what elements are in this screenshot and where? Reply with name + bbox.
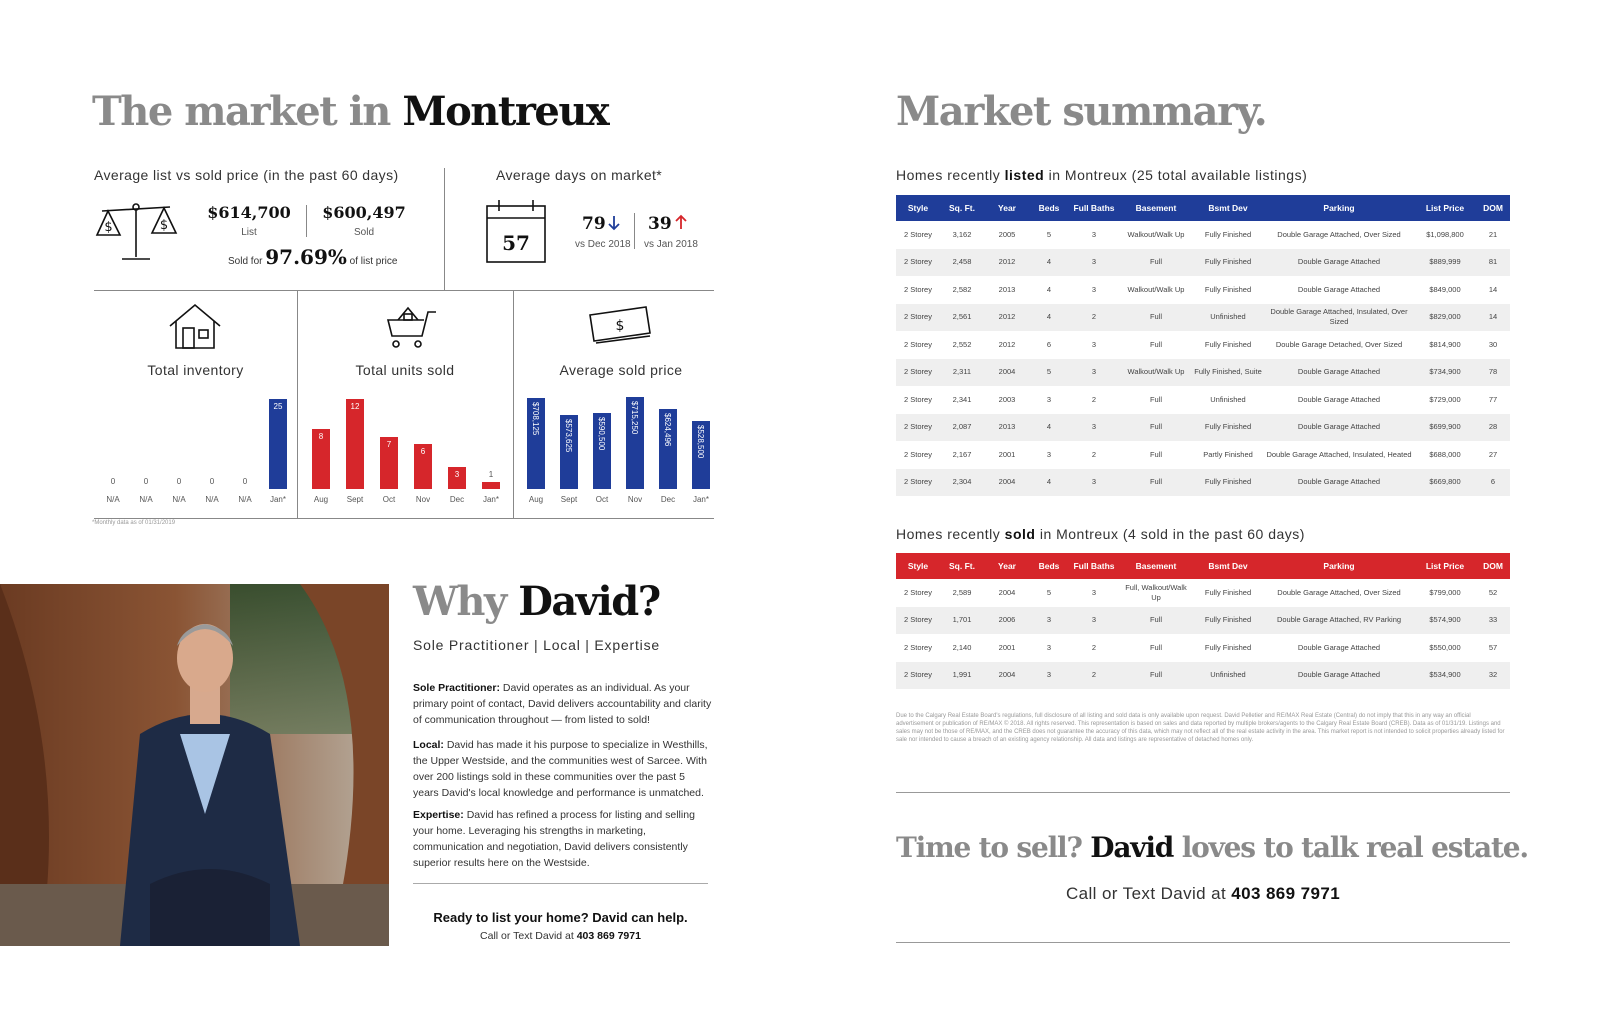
listed-col-header: Beds <box>1030 195 1068 221</box>
svg-text:$: $ <box>104 220 113 235</box>
listed-table-cell: 2 Storey <box>904 449 932 459</box>
listed-table-cell: 14 <box>1488 284 1498 294</box>
listed-table-row <box>896 304 1510 332</box>
disclaimer: Due to the Calgary Real Estate Board's regulations, full disclosure of all listing and sold data is only available upon request. David Pelletier and RE/MAX Real Estate (Central) do not imply that this in any way an official advertisement or publication of RE/MAX © 2018. All rights reserved. This representation is based on sales and data reported by multiple brokers/agents to the Calgary Real Estate Board (CREB). Data as of 01/31/19. Listings and sales may not be those of RE/MAX, and the CREB does not guarantee the accuracy of this data, which may not reflect all of the real estate activity in the area. This market report is not intended to solicit properties already listed for sale nor intended to cause a breach of an existing agency relationship. All data and listings are representative of detached homes only. <box>896 713 1505 743</box>
sold-table-cell: Full <box>1120 607 1192 635</box>
dom-divider <box>634 213 635 249</box>
chart-data-label: 6 <box>420 447 426 456</box>
listed-table-cell: Double Garage Attached, Over Sized <box>1277 229 1401 239</box>
stats-rule <box>94 290 714 291</box>
chart-data-label: 0 <box>242 477 248 486</box>
listed-table-cell: Fully Finished <box>1204 284 1252 294</box>
listed-table-cell: 2,167 <box>952 449 972 459</box>
sold-table-cell: 2,589 <box>952 587 972 597</box>
sold-table-row <box>896 634 1510 662</box>
sold-table-row <box>896 607 1510 635</box>
listed-table-cell: Fully Finished <box>1192 469 1264 497</box>
sold-for-line <box>228 245 397 269</box>
listed-table-cell: 6 <box>1476 469 1510 497</box>
why-para-expertise-head: Expertise: <box>413 809 464 821</box>
why-para-sole-body: David operates as an individual. As your primary point of contact, David delivers accountability and clarity of communication throughout — from listed to sold! <box>413 682 712 726</box>
sold-table-cell: 3 <box>1091 587 1097 597</box>
sold-table-cell: 2 <box>1068 662 1120 690</box>
arrow-down-icon <box>607 215 621 231</box>
listed-table-cell: 21 <box>1488 229 1498 239</box>
listed-col-header: Full Baths <box>1068 195 1120 221</box>
listed-table-cell: Full <box>1149 449 1163 459</box>
dom-jan-label: vs Jan 2018 <box>644 239 698 250</box>
chart-data-label: 12 <box>350 402 360 411</box>
sold-col-header: Basement <box>1120 553 1192 579</box>
chart-x-label: Oct <box>382 495 396 504</box>
market-title-prefix: The market in <box>92 88 403 135</box>
listed-title-pre: Homes recently <box>896 167 1005 183</box>
sold-col-header: Style <box>896 553 940 579</box>
listed-table-cell: $669,800 <box>1414 469 1476 497</box>
chart-x-label: Oct <box>595 495 609 504</box>
listed-col-header: Sq. Ft. <box>940 195 984 221</box>
cta-headline-post: loves to talk real estate. <box>1173 831 1528 864</box>
why-title <box>413 578 660 625</box>
chart-data-label: 8 <box>318 432 324 441</box>
listed-table-cell: 2 Storey <box>896 469 940 497</box>
chart-x-label: N/A <box>205 495 219 504</box>
listed-table-row <box>896 276 1510 304</box>
listed-table-cell: $699,900 <box>1414 414 1476 442</box>
cta-ready: Ready to list your home? David can help. <box>433 910 688 925</box>
sold-table-cell: $799,000 <box>1429 587 1461 597</box>
listed-table-row <box>896 249 1510 277</box>
sold-table-cell: Full, Walkout/Walk Up <box>1125 582 1187 602</box>
listed-table-cell: 4 <box>1030 249 1068 277</box>
listed-table-cell: 28 <box>1476 414 1510 442</box>
stats-divider <box>444 168 445 290</box>
sold-table-cell: 2 <box>1091 642 1097 652</box>
sold-table-cell: 2 Storey <box>896 662 940 690</box>
footnote: *Monthly data as of 01/31/2019 <box>92 520 176 526</box>
sold-col-header: Year <box>984 553 1030 579</box>
agent-photo <box>0 584 389 946</box>
listed-table-cell: 2 <box>1068 304 1120 332</box>
chart-x-label: Dec <box>449 495 465 504</box>
chart-title-price: Average sold price <box>559 362 683 378</box>
listed-table-cell: 2003 <box>998 394 1016 404</box>
chart-x-label: Nov <box>627 495 643 504</box>
sold-table-cell: Double Garage Attached, RV Parking <box>1264 607 1414 635</box>
chart-x-label: N/A <box>172 495 186 504</box>
sold-table-cell: Fully Finished <box>1204 642 1252 652</box>
listed-table-cell: $829,000 <box>1414 304 1476 332</box>
sold-table-cell: 52 <box>1488 587 1498 597</box>
why-para-sole <box>413 680 713 728</box>
listed-table <box>896 195 1510 496</box>
listed-col-header: Style <box>896 195 940 221</box>
chart-data-label: 0 <box>110 477 116 486</box>
sold-table-cell: Unfinished <box>1192 662 1264 690</box>
sold-table-cell: 2001 <box>998 642 1016 652</box>
chart-bar <box>269 399 287 489</box>
listed-table-cell: $688,000 <box>1429 449 1461 459</box>
svg-text:$: $ <box>615 318 625 334</box>
listed-table-cell: 2 Storey <box>904 284 932 294</box>
listed-table-row <box>896 386 1510 414</box>
why-subtitle: Sole Practitioner | Local | Expertise <box>413 637 660 653</box>
listed-table-cell: Fully Finished <box>1204 229 1252 239</box>
listed-table-cell: 30 <box>1488 339 1498 349</box>
listed-table-row <box>896 331 1510 359</box>
listed-table-cell: 2 <box>1091 394 1097 404</box>
chart-title-inventory: Total inventory <box>147 362 244 378</box>
listed-table-cell: $729,000 <box>1429 394 1461 404</box>
chart-data-label: $624,496 <box>663 412 672 446</box>
listed-table-cell: Fully Finished, Suite <box>1192 359 1264 387</box>
listed-table-cell: Double Garage Attached <box>1264 469 1414 497</box>
sold-table-cell: 3 <box>1030 662 1068 690</box>
sold-for-prefix: Sold for <box>228 256 263 267</box>
listed-table-cell: Full <box>1120 469 1192 497</box>
why-para-expertise <box>413 807 713 871</box>
listed-table-cell: $849,000 <box>1429 284 1461 294</box>
sold-table-cell: Double Garage Attached <box>1264 662 1414 690</box>
listed-table-row <box>896 221 1510 249</box>
listed-table-cell: 14 <box>1476 304 1510 332</box>
listed-table-cell: Full <box>1149 339 1163 349</box>
why-title-prefix: Why <box>413 578 506 625</box>
listed-table-cell: 2 <box>1091 449 1097 459</box>
listed-table-cell: Fully Finished <box>1204 339 1252 349</box>
chart-x-label: N/A <box>238 495 252 504</box>
listed-table-cell: 3 <box>1068 249 1120 277</box>
chart-x-label: Nov <box>415 495 431 504</box>
listed-table-cell: 3 <box>1068 359 1120 387</box>
sold-table-cell: 5 <box>1046 587 1052 597</box>
listed-table-cell: Walkout/Walk Up <box>1120 359 1192 387</box>
cta-rule-top <box>896 792 1510 793</box>
chart-x-label: Jan* <box>269 495 286 504</box>
listed-table-cell: 3 <box>1091 229 1097 239</box>
sold-table <box>896 553 1510 689</box>
sold-table-cell: 3 <box>1068 607 1120 635</box>
cta-phone-left[interactable]: 403 869 7971 <box>576 930 641 942</box>
listed-title-post: in Montreux (25 total available listings) <box>1044 167 1308 183</box>
listed-table-cell: Full <box>1120 249 1192 277</box>
cta-headline-pre: Time to sell? <box>896 831 1091 864</box>
listed-table-cell: 2 Storey <box>904 339 932 349</box>
listed-table-cell: Full <box>1120 304 1192 332</box>
chart-bar <box>346 399 364 489</box>
listed-table-cell: 3 <box>1068 469 1120 497</box>
listed-table-cell: 2,311 <box>940 359 984 387</box>
sold-title-post: in Montreux (4 sold in the past 60 days) <box>1035 526 1305 542</box>
chart-x-label: Sept <box>346 495 364 504</box>
listed-table-cell: 3 <box>1046 449 1052 459</box>
chart-data-label: $715,250 <box>630 401 639 435</box>
chart-data-label: $528,500 <box>696 424 705 459</box>
chart-x-label: Dec <box>660 495 676 504</box>
arrow-up-icon <box>674 214 688 230</box>
listed-body <box>896 221 1510 496</box>
chart-data-label: 7 <box>386 439 392 449</box>
sold-col-header: Beds <box>1030 553 1068 579</box>
listed-header-row <box>896 195 1510 221</box>
listed-table-row <box>896 469 1510 497</box>
sold-table-cell: $534,900 <box>1414 662 1476 690</box>
listed-col-header: Parking <box>1264 195 1414 221</box>
list-price-label: List <box>241 227 257 238</box>
listed-table-cell: 2004 <box>984 469 1030 497</box>
listed-table-cell: 2,561 <box>940 304 984 332</box>
list-price-value: $614,700 <box>207 203 291 222</box>
listed-table-cell: 2,341 <box>952 394 972 404</box>
listed-table-cell: 2012 <box>998 339 1016 349</box>
listed-table-cell: $814,900 <box>1429 339 1461 349</box>
sold-for-suffix: of list price <box>349 256 398 267</box>
listed-table-cell: 77 <box>1488 394 1498 404</box>
chart-data-label: 0 <box>176 477 182 486</box>
listed-table-cell: 2004 <box>984 359 1030 387</box>
listed-table-cell: 4 <box>1046 284 1052 294</box>
listed-table-cell: $1,098,800 <box>1426 229 1464 239</box>
chart-x-label: Jan* <box>692 495 709 504</box>
sold-table-cell: 1,701 <box>940 607 984 635</box>
dom-dec-label: vs Dec 2018 <box>575 239 631 250</box>
listed-col-header: Year <box>984 195 1030 221</box>
why-title-name: David? <box>518 578 660 625</box>
chart-x-label: Aug <box>313 495 329 504</box>
listed-table-cell: 4 <box>1030 414 1068 442</box>
listed-table-cell: 6 <box>1046 339 1052 349</box>
svg-text:$: $ <box>159 218 169 233</box>
listed-table-cell: 2012 <box>984 249 1030 277</box>
why-para-local-head: Local: <box>413 739 444 751</box>
why-rule <box>413 883 708 884</box>
why-para-local-body: David has made it his purpose to specialize in Westhills, the Upper Westside, and the communities west of Sarcee. With over 200 listings sold in these communities over the past 5 years David's local knowledge and performance is unmatched. <box>413 739 708 799</box>
sold-table-cell: 2004 <box>984 662 1030 690</box>
market-title-city: Montreux <box>402 88 609 135</box>
cart-icon <box>384 302 440 350</box>
listed-table-cell: Full <box>1149 394 1163 404</box>
listed-table-cell: Fully Finished <box>1192 249 1264 277</box>
why-para-sole-head: Sole Practitioner: <box>413 682 500 694</box>
listed-title-bold: listed <box>1004 167 1045 183</box>
chart-x-label: N/A <box>139 495 153 504</box>
sold-table-cell: Double Garage Attached, Over Sized <box>1277 587 1401 597</box>
avg-dom-title: Average days on market* <box>496 167 663 183</box>
listed-table-cell: Partly Finished <box>1203 449 1253 459</box>
sold-title <box>896 526 1305 542</box>
listed-table-cell: 78 <box>1476 359 1510 387</box>
sold-table-cell: 1,991 <box>940 662 984 690</box>
sold-col-header: Parking <box>1264 553 1414 579</box>
listed-table-cell: 2001 <box>998 449 1016 459</box>
sold-table-cell: Fully Finished <box>1204 587 1252 597</box>
sold-table-cell: 2006 <box>984 607 1030 635</box>
sold-col-header: List Price <box>1414 553 1476 579</box>
listed-table-cell: 3 <box>1091 284 1097 294</box>
listed-table-row <box>896 441 1510 469</box>
cta-phone-right[interactable]: 403 869 7971 <box>1231 884 1341 903</box>
listed-table-cell: 2,552 <box>952 339 972 349</box>
sold-table-cell: 33 <box>1476 607 1510 635</box>
charts-rule <box>94 518 714 519</box>
listed-table-cell: 2 Storey <box>904 394 932 404</box>
listed-table-cell: 2,582 <box>952 284 972 294</box>
listed-table-cell: 2 Storey <box>896 414 940 442</box>
listed-table-cell: 5 <box>1030 359 1068 387</box>
listed-table-cell: 2,087 <box>940 414 984 442</box>
listed-table-cell: 2 Storey <box>896 304 940 332</box>
sold-table-row <box>896 662 1510 690</box>
scale-icon <box>94 197 180 263</box>
sold-col-header: DOM <box>1476 553 1510 579</box>
listed-col-header: List Price <box>1414 195 1476 221</box>
listed-table-cell: 81 <box>1476 249 1510 277</box>
chart-x-label: Jan* <box>482 495 499 504</box>
panel-divider-1 <box>297 290 298 518</box>
chart-x-label: N/A <box>106 495 120 504</box>
sold-table-cell: 3 <box>1030 607 1068 635</box>
listed-table-cell: Double Garage Attached <box>1264 359 1414 387</box>
listed-title <box>896 167 1307 183</box>
listed-table-cell: 2 Storey <box>896 249 940 277</box>
money-icon <box>588 305 652 345</box>
listed-table-cell: 4 <box>1030 304 1068 332</box>
listed-table-row <box>896 414 1510 442</box>
sold-table-cell: Full <box>1149 642 1163 652</box>
sold-table-cell: $550,000 <box>1429 642 1461 652</box>
sold-col-header: Full Baths <box>1068 553 1120 579</box>
sold-table-cell: 3 <box>1046 642 1052 652</box>
listed-table-cell: 5 <box>1046 229 1052 239</box>
chart-x-label: Sept <box>560 495 578 504</box>
sold-table-cell: 2004 <box>998 587 1016 597</box>
listed-table-cell: 4 <box>1030 469 1068 497</box>
cta-call-right-prefix: Call or Text David at <box>1065 884 1232 903</box>
chart-title-units: Total units sold <box>355 362 455 378</box>
sold-table-cell: 32 <box>1476 662 1510 690</box>
sold-price-label: Sold <box>353 227 374 238</box>
listed-table-cell: 2013 <box>998 284 1016 294</box>
summary-title: Market summary. <box>896 88 1267 135</box>
house-icon <box>168 302 222 350</box>
market-title <box>92 88 608 135</box>
listed-table-cell: 2,458 <box>940 249 984 277</box>
listed-col-header: Basement <box>1120 195 1192 221</box>
chart-x-label: Aug <box>528 495 544 504</box>
listed-table-cell: 3 <box>1046 394 1052 404</box>
listed-table-cell: 2,304 <box>940 469 984 497</box>
cta-call-right <box>896 884 1510 904</box>
cta-headline-name: David <box>1090 831 1174 864</box>
cta-call-left <box>413 930 708 942</box>
listed-table-cell: 3 <box>1068 414 1120 442</box>
listed-table-cell: Double Garage Attached <box>1297 284 1381 294</box>
listed-table-cell: Double Garage Attached, Insulated, Heated <box>1266 449 1412 459</box>
listed-col-header: Bsmt Dev <box>1192 195 1264 221</box>
calendar-value: 57 <box>502 231 530 255</box>
listed-table-cell: Walkout/Walk Up <box>1127 229 1185 239</box>
sold-price-value: $600,497 <box>322 203 406 222</box>
sold-table-cell: 2 Storey <box>904 642 932 652</box>
sold-table-cell: Fully Finished <box>1192 607 1264 635</box>
sold-table-cell: $574,900 <box>1414 607 1476 635</box>
listed-table-cell: 2012 <box>984 304 1030 332</box>
listed-table-cell: $889,999 <box>1414 249 1476 277</box>
sold-table-cell: 2 Storey <box>904 587 932 597</box>
sold-table-cell: 57 <box>1488 642 1498 652</box>
sold-title-pre: Homes recently <box>896 526 1005 542</box>
listed-table-cell: 2013 <box>984 414 1030 442</box>
listed-table-cell: Unfinished <box>1192 304 1264 332</box>
listed-table-cell: 3,162 <box>952 229 972 239</box>
listed-table-cell: Full <box>1120 414 1192 442</box>
listed-table-cell: $734,900 <box>1414 359 1476 387</box>
listed-table-cell: Unfinished <box>1210 394 1246 404</box>
listed-table-cell: 2 Storey <box>904 229 932 239</box>
sold-table-cell: Full <box>1120 662 1192 690</box>
sold-col-header: Sq. Ft. <box>940 553 984 579</box>
why-para-expertise-body: David has refined a process for listing and selling your home. Leveraging his strengths in marketing, communication and negotiation, David delivers consistently superior results here on the Westside. <box>413 809 695 869</box>
sold-title-bold: sold <box>1004 526 1036 542</box>
chart-data-label: $590,500 <box>597 416 606 451</box>
chart-data-label: 0 <box>209 477 215 486</box>
listed-table-cell: Walkout/Walk Up <box>1127 284 1185 294</box>
chart-data-label: $573,625 <box>564 419 573 453</box>
dom-dec-value: 79 <box>582 214 606 234</box>
price-divider <box>306 205 307 237</box>
panel-divider-2 <box>513 290 514 518</box>
cta-headline <box>896 831 1528 864</box>
chart-data-label: 3 <box>454 469 460 479</box>
dom-jan-value: 39 <box>648 214 672 234</box>
listed-table-cell: Double Garage Attached <box>1264 414 1414 442</box>
listed-table-cell: Double Garage Attached, Insulated, Over Sized <box>1264 304 1414 332</box>
listed-table-row <box>896 359 1510 387</box>
sold-table-cell: Double Garage Attached <box>1297 642 1381 652</box>
sold-table-cell: 2,140 <box>952 642 972 652</box>
cta-call-left-prefix: Call or Text David at <box>480 930 577 942</box>
sold-header-row <box>896 553 1510 579</box>
sold-col-header: Bsmt Dev <box>1192 553 1264 579</box>
sold-pct: 97.69% <box>265 245 347 269</box>
chart-data-label: 0 <box>143 477 149 486</box>
sold-table-cell: 2 Storey <box>896 607 940 635</box>
chart-bar <box>482 482 500 490</box>
listed-table-cell: 2 Storey <box>896 359 940 387</box>
chart-data-label: 1 <box>488 469 494 479</box>
listed-table-cell: Double Garage Attached <box>1264 249 1414 277</box>
listed-table-cell: Double Garage Attached <box>1297 394 1381 404</box>
listed-table-cell: 2005 <box>998 229 1016 239</box>
chart-data-label: 25 <box>273 402 283 411</box>
cta-rule-bottom <box>896 942 1510 943</box>
sold-body <box>896 579 1510 689</box>
listed-table-cell: Double Garage Detached, Over Sized <box>1275 339 1403 349</box>
listed-table-cell: 3 <box>1091 339 1097 349</box>
sold-table-row <box>896 579 1510 607</box>
chart-data-label: $708,125 <box>531 401 540 436</box>
avg-price-title: Average list vs sold price (in the past 60 days) <box>94 167 399 183</box>
listed-col-header: DOM <box>1476 195 1510 221</box>
why-para-local <box>413 737 713 801</box>
listed-table-cell: Fully Finished <box>1192 414 1264 442</box>
listed-table-cell: 27 <box>1488 449 1498 459</box>
